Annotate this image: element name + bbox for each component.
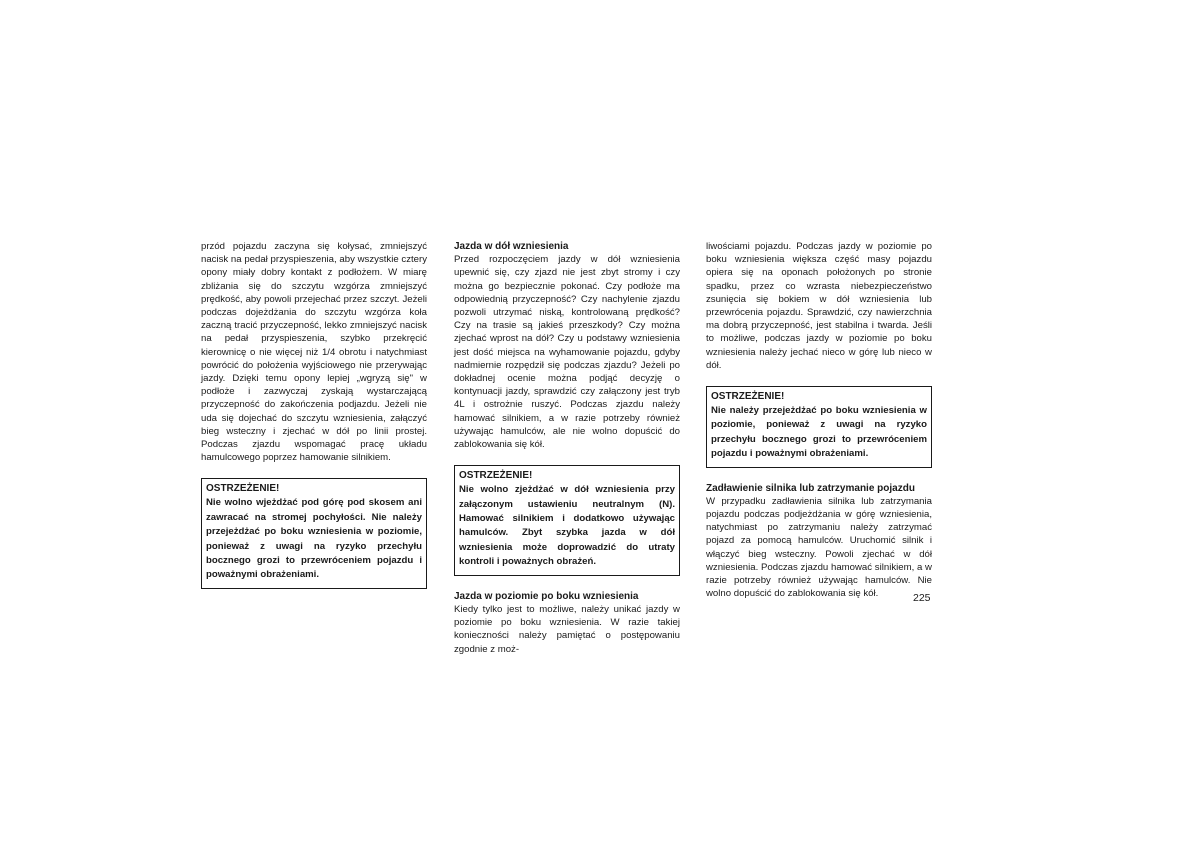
paragraph-engine-stall: W przypadku zadławienia silnika lub zatrzymania pojazdu podczas podjeżdżania w górę wzniesienia, natychmiast po zatrzymaniu należy zatrzymać pojazd za pomocą hamulców. Uruchomić silnik i włączyć bieg wsteczny. Powoli zjechać w dół wzniesienia. Podczas zjazdu hamować silnikiem, a w razie potrzeby również używając hamulców. Nie wolno dopuścić do zablokowania się kół. — [706, 495, 932, 600]
section-heading-downhill: Jazda w dół wzniesienia — [454, 241, 569, 252]
paragraph-side-slope-continuation: liwościami pojazdu. Podczas jazdy w poziomie po boku wzniesienia większa część masy pojazdu opiera się na oponach położonych po stronie spadku, przez co wzrasta niebezpieczeństwo zsunięcia się bokiem w dół wzniesienia lub przewrócenia pojazdu. Sprawdzić, czy nawierzchnia ma dobrą przyczepność, jest stabilna i twarda. Jeśli to możliwe, podczas jazdy w poziomie po boku wzniesienia należy jechać nieco w górę lub nieco w dół. — [706, 241, 932, 371]
warning-text: Nie wolno wjeżdżać pod górę pod skosem ani zawracać na stromej pochyłości. Nie należy przejeżdżać po boku wzniesienia w poziomie, ponieważ z uwagi na ryzyko przechyłu bocznego grozi to przewróceniem pojazdu i poważnymi obrażeniami. — [206, 497, 422, 581]
paragraph-downhill: Przed rozpoczęciem jazdy w dół wzniesienia upewnić się, czy zjazd nie jest zbyt stromy i czy można go bezpiecznie pokonać. Czy podłoże ma odpowiednią przyczepność? Czy nachylenie zjazdu pozwoli utrzymać niską, kontrolowaną prędkość? Czy na trasie są jakieś przeszkody? Czy można zjechać wprost na dół? Czy u podstawy wzniesienia jest dość miejsca na wyhamowanie pojazdu, gdyby nadmiernie rozpędził się podczas zjazdu? Jeżeli po dokładnej ocenie można podjąć decyzję o kontynuacji jazdy, sprawdzić czy załączony jest tryb 4L i ostrożnie ruszyć. Podczas zjazdu należy hamować silnikiem, a w razie potrzeby również używając hamulców, ale nie wolno dopuścić do zablokowania się kół. — [454, 254, 680, 451]
warning-title: OSTRZEŻENIE! — [711, 391, 785, 403]
warning-title: OSTRZEŻENIE! — [459, 470, 533, 482]
text-column-middle — [454, 240, 680, 656]
section-heading-side-slope: Jazda w poziomie po boku wzniesienia — [454, 590, 639, 602]
warning-box-side-slope — [706, 386, 932, 468]
warning-box-uphill — [201, 478, 427, 588]
text-column-left — [201, 240, 427, 589]
warning-title: OSTRZEŻENIE! — [206, 483, 280, 495]
section-heading-engine-stall: Zadławienie silnika lub zatrzymanie pojazdu — [706, 482, 915, 494]
warning-box-downhill — [454, 465, 680, 575]
warning-text: Nie należy przejeżdżać po boku wzniesienia w poziomie, ponieważ z uwagi na ryzyko przechyłu bocznego grozi to przewróceniem pojazdu i poważnymi obrażeniami. — [711, 405, 927, 460]
paragraph-uphill-continuation: przód pojazdu zaczyna się kołysać, zmniejszyć nacisk na pedał przyspieszenia, aby wszystkie cztery opony miały dobry kontakt z podłożem. W miarę zbliżania się do szczytu wzgórza zmniejszyć prędkość, aby powoli przejechać przez szczyt. Jeżeli podczas dojeżdżania do szczytu wzgórza koła zaczną tracić przyczepność, lekko zmniejszyć nacisk na pedał przyspieszenia, szybko przekręcić kierownicę o nie więcej niż 1/4 obrotu i natychmiast powrócić do położenia wyjściowego nie przerywając jazdy. Dzięki temu opony lepiej „wgryzą się" w podłoże i zazwyczaj zyskają wystarczającą przyczepność do zakończenia podjazdu. Jeżeli nie uda się dojechać do szczytu wzniesienia, załączyć bieg wsteczny i zjechać w dół po linii prostej. Podczas zjazdu wspomagać pracę układu hamulcowego poprzez hamowanie silnikiem. — [201, 241, 427, 464]
page-number: 225 — [913, 592, 931, 604]
paragraph-side-slope: Kiedy tylko jest to możliwe, należy unikać jazdy w poziomie po boku wzniesienia. W razie takiej konieczności należy pamiętać o postępowaniu zgodnie z moż- — [454, 603, 680, 655]
warning-text: Nie wolno zjeżdżać w dół wzniesienia przy załączonym ustawieniu neutralnym (N). Hamować silnikiem i dodatkowo używając hamulców. Zbyt szybka jazda w dół wzniesienia może doprowadzić do utraty kontroli i poważnych obrażeń. — [459, 484, 675, 568]
text-column-right — [706, 240, 932, 600]
